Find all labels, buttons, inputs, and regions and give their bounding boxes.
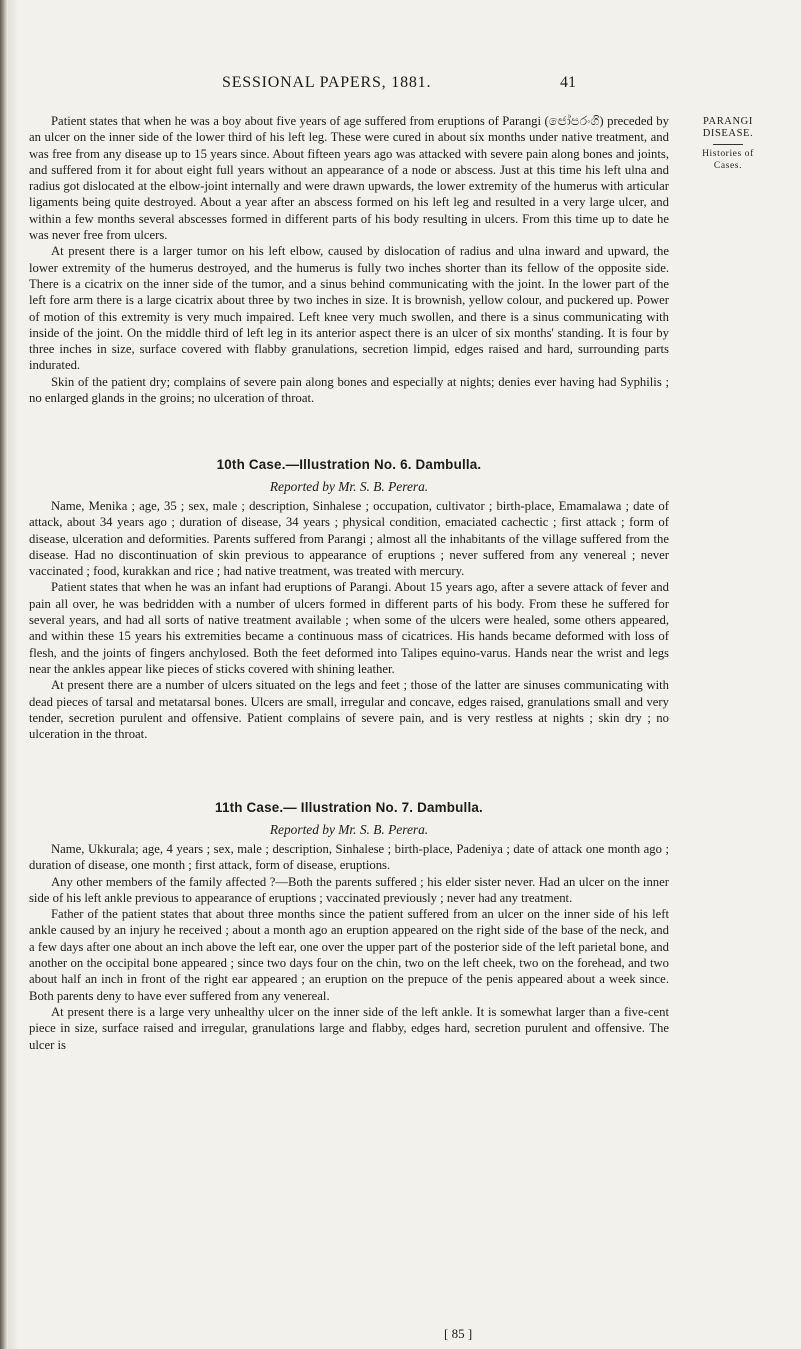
paragraph: Any other members of the family affected ?—Both the parents suffered ; his elder sister never. Had an ulcer on the inner side of his left ankle previous to appearance of eruptions ; vaccinated previously ; never had any treatment.: [29, 874, 669, 905]
case-10-heading: 10th Case.—Illustration No. 6. Dambulla.: [216, 457, 482, 473]
sidenote-sub-line2: Cases.: [713, 161, 743, 171]
sidenote-title-line1: PARANGI: [703, 116, 753, 127]
paragraph: Name, Ukkurala; age, 4 years ; sex, male ; description, Sinhalese ; birth-place, Padeniya ; date of attack one month ago ; duration of disease, one month ; first attack, form of disease, eruptions.: [29, 841, 669, 873]
folio-number: 41: [560, 74, 576, 91]
case-11-byline: Reported by Mr. S. B. Perera.: [269, 821, 429, 837]
bottom-page-mark: [ 85 ]: [444, 1326, 473, 1341]
paragraph: Patient states that when he was a boy about five years of age suffered from eruptions of Parangi (ඦෝපරංගි) preceded by an ulcer on the inner side of the lower third of his left leg. These were cured in about six months under native treatment, and was free from any disease up to 15 years since. About fifteen years ago was attacked with severe pain along bones and joints, and suffered from it for about eight full years without an appearance of a node or abscess. Just at this time his left ulna and radius got dislocated at the elbow-joint internally and were drawn upwards, the lower extremity of the humerus with articular ligaments being quite destroyed. About a year after an abscess formed on his left leg and resulted in a very large ulcer, and within a few months several abscesses formed in different parts of his body resulting in ulcers. From this time up to date he was never free from ulcers.: [29, 114, 669, 243]
page-gutter-shadow: [0, 0, 8, 1349]
case-11-heading: 11th Case.— Illustration No. 7. Dambulla.: [215, 800, 483, 816]
case-10-byline: Reported by Mr. S. B. Perera.: [269, 478, 429, 494]
margin-sidenote: [672, 116, 784, 172]
page-body: [29, 113, 669, 1053]
running-header: [0, 74, 801, 98]
paragraph: Father of the patient states that about three months since the patient suffered from an ulcer on the inner side of his left ankle caused by an injury he received ; about a month ago an eruption appeared on the right side of the base of the neck, and a few days after one about an inch above the left ear, one over the upper part of the posterior side of the left parietal bone, and another on the occipital bone appeared ; since two days four on the chin, two on the left cheek, two on the forehead, and two about half an inch in front of the right ear appeared ; an eruption on the prepuce of the penis appeared about a week since. Both parents deny to have ever suffered from any venereal.: [29, 907, 669, 1003]
paragraph: Skin of the patient dry; complains of severe pain along bones and especially at nights; denies ever having had Syphilis ; no enlarged glands in the groins; no ulceration of throat.: [29, 374, 669, 406]
sidenote-rule: [713, 144, 743, 145]
sidenote-title-line2: DISEASE.: [702, 128, 754, 139]
page-gutter-fade: [8, 0, 18, 1349]
running-title: SESSIONAL PAPERS, 1881.: [222, 74, 432, 91]
paragraph: Name, Menika ; age, 35 ; sex, male ; description, Sinhalese ; occupation, cultivator ; birth-place, Emamalawa ; date of attack, about 34 years ago ; duration of disease, 34 years ; physical condition, emaciated cachectic ; first attack ; form of disease, ulceration and deformities. Parents suffered from Parangi ; almost all the inhabitants of the village suffered from the disease. Had no discontinuation of skin previous to appearance of eruptions ; never suffered from any venereal ; never vaccinated ; food, kurakkan and rice ; had native treatment, was treated with mercury.: [29, 498, 669, 579]
paragraph: At present there is a large very unhealthy ulcer on the inner side of the left ankle. It is somewhat larger than a five-cent piece in size, surface raised and irregular, granulations large and flabby, edges hard, secretion purulent and offensive. The ulcer is: [29, 1004, 669, 1052]
sidenote-sub-line1: Histories of: [702, 149, 754, 159]
paragraph: At present there are a number of ulcers situated on the legs and feet ; those of the latter are sinuses communicating with dead pieces of tarsal and metatarsal bones. Ulcers are small, irregular and concave, edges raised, granulations small and very tender, secretion purulent and offensive. Patient complains of severe pain, and is very restless at nights ; skin dry ; no ulceration in the throat.: [29, 678, 669, 742]
paragraph: Patient states that when he was an infant had eruptions of Parangi. About 15 years ago, after a severe attack of fever and pain all over, he was bedridden with a number of ulcers formed in different parts of his body. From these he suffered for several years, and had all sorts of native treatment available ; when some of the ulcers were healed, some others appeared, and within these 15 years his extremities became a continuous mass of cicatrices. His hands became deformed with loss of flesh, and the joints of fingers anchylosed. Both the feet deformed into Talipes equino-varus. Hands near the wrist and legs near the ankles appear like pieces of sticks covered with shining leather.: [29, 580, 669, 676]
paragraph: At present there is a larger tumor on his left elbow, caused by dislocation of radius and ulna inward and upward, the lower extremity of the humerus destroyed, and the humerus is fully two inches shorter than its fellow of the opposite side. There is a cicatrix on the inner side of the tumor, and a sinus behind communicating with the joint. In the lower part of the left fore arm there is a large cicatrix about three by two inches in size. It is brownish, yellow colour, and puckered up. Power of motion of this extremity is very much impaired. Left knee very much swollen, and there is a sinus communicating with inside of the joint. On the middle third of left leg in its anterior aspect there is an ulcer of six months' standing. It is four by three inches in size, surface covered with flabby granulations, secretion limpid, edges raised and hard, surrounding parts indurated.: [29, 244, 669, 373]
